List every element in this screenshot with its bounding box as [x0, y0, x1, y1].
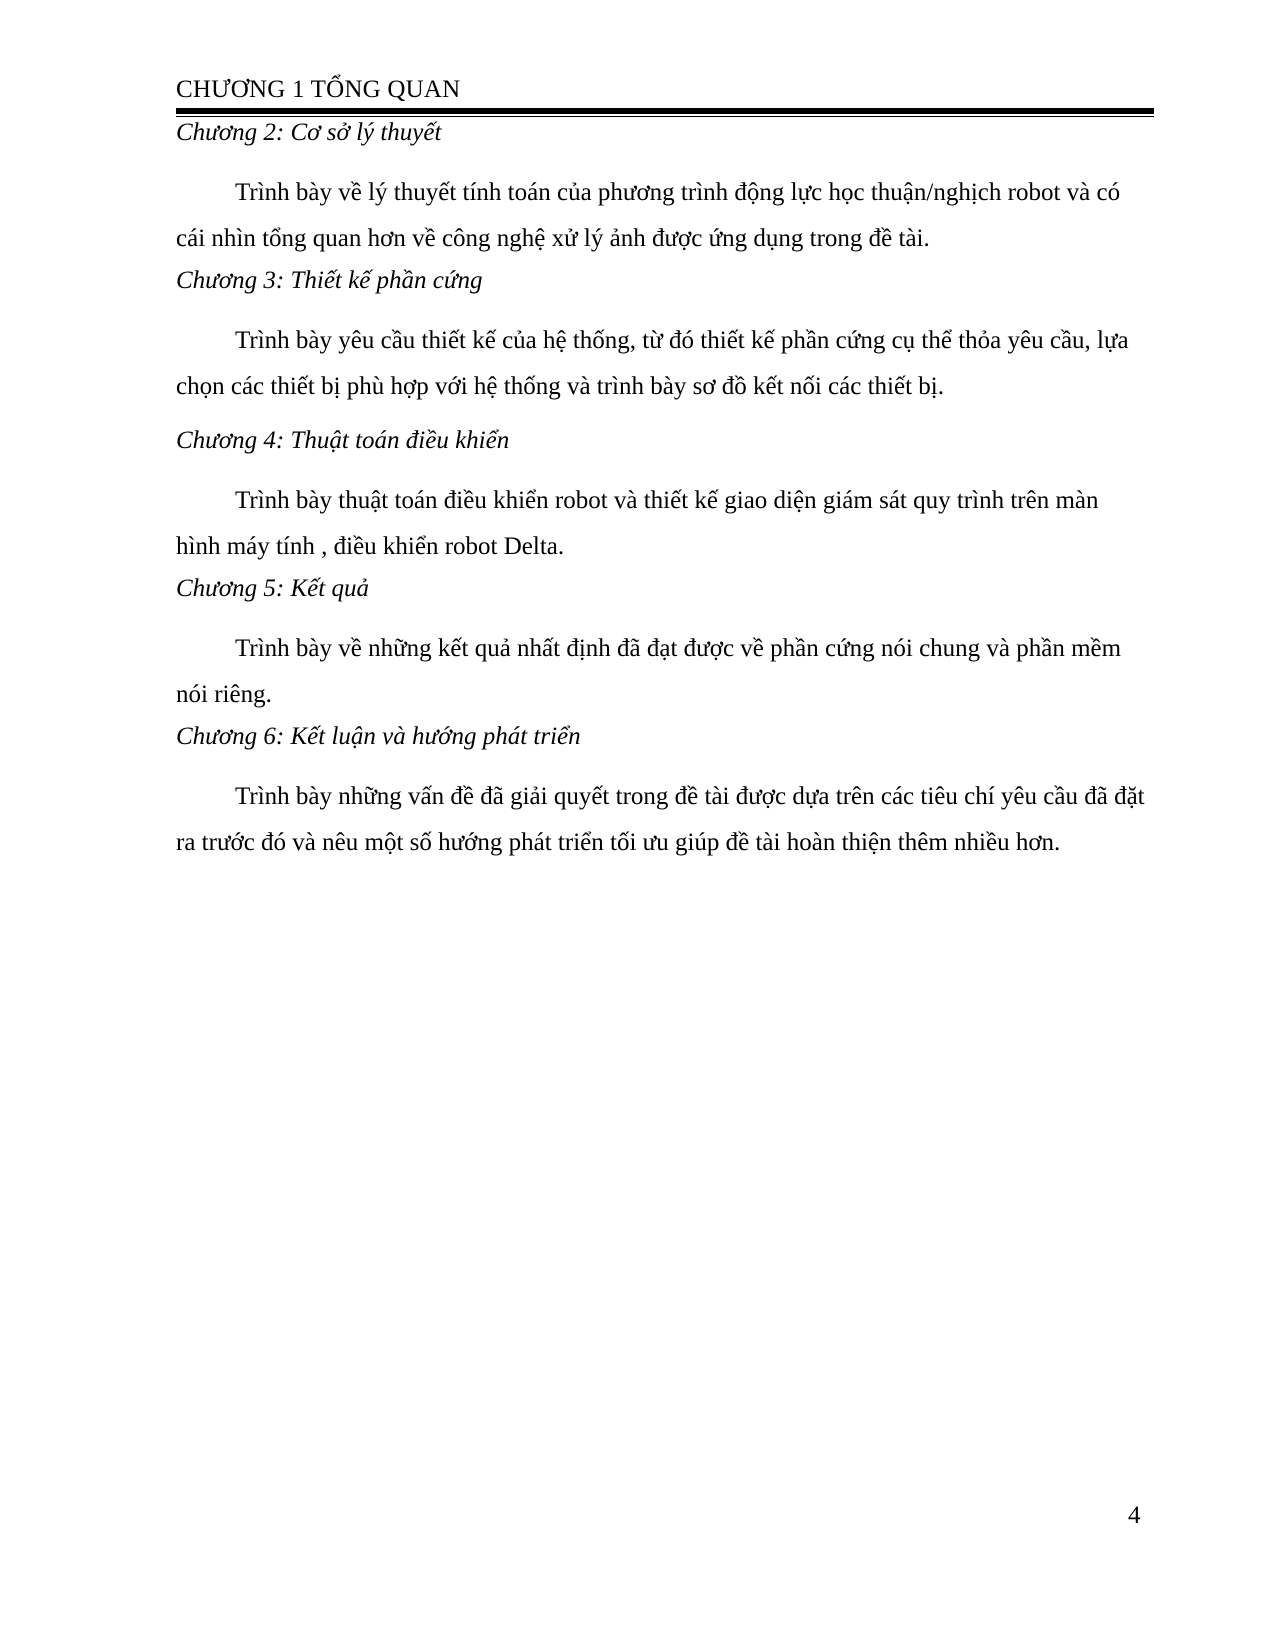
chapter-header-title: CHƯƠNG 1 TỔNG QUAN [176, 76, 461, 103]
chapter-6-section [176, 720, 1146, 866]
chapter-4-section [176, 424, 1146, 572]
chapter-4-title: Chương 4: Thuật toán điều khiển [176, 427, 510, 454]
chapter-2-description: Trình bày về lý thuyết tính toán của phương trình động lực học thuận/nghịch robot và có cái nhìn tổng quan hơn về công nghệ xử lý ảnh được ứng dụng trong đề tài. [176, 179, 1121, 252]
chapter-5-title: Chương 5: Kết quả [176, 575, 369, 602]
chapter-4-description: Trình bày thuật toán điều khiển robot và thiết kế giao diện giám sát quy trình trên màn hình máy tính , điều khiển robot Delta. [176, 487, 1099, 560]
spacer [176, 410, 1146, 424]
page-content [176, 116, 1146, 866]
spacer [176, 754, 1146, 774]
chapter-3-section [176, 264, 1146, 424]
chapter-2-section [176, 116, 1146, 264]
chapter-2-title: Chương 2: Cơ sở lý thuyết [176, 119, 442, 146]
chapter-3-title: Chương 3: Thiết kế phần cứng [176, 267, 483, 294]
header-rule-thick [176, 108, 1154, 114]
chapter-5-description: Trình bày về những kết quả nhất định đã đạt được về phần cứng nói chung và phần mềm nói riêng. [176, 635, 1122, 708]
chapter-5-section [176, 572, 1146, 720]
spacer [176, 150, 1146, 170]
chapter-6-title: Chương 6: Kết luận và hướng phát triển [176, 723, 581, 750]
spacer [176, 298, 1146, 318]
spacer [176, 458, 1146, 478]
chapter-6-description: Trình bày những vấn đề đã giải quyết trong đề tài được dựa trên các tiêu chí yêu cầu đã đặt ra trước đó và nêu một số hướng phát triển tối ưu giúp đề tài hoàn thiện thêm nhiều hơn. [176, 783, 1145, 856]
chapter-3-description: Trình bày yêu cầu thiết kế của hệ thống, từ đó thiết kế phần cứng cụ thể thỏa yêu cầu, lựa chọn các thiết bị phù hợp với hệ thống và trình bày sơ đồ kết nối các thiết bị. [176, 327, 1129, 400]
page-header [176, 74, 1154, 117]
spacer [176, 606, 1146, 626]
page-number: 4 [1128, 1502, 1141, 1529]
